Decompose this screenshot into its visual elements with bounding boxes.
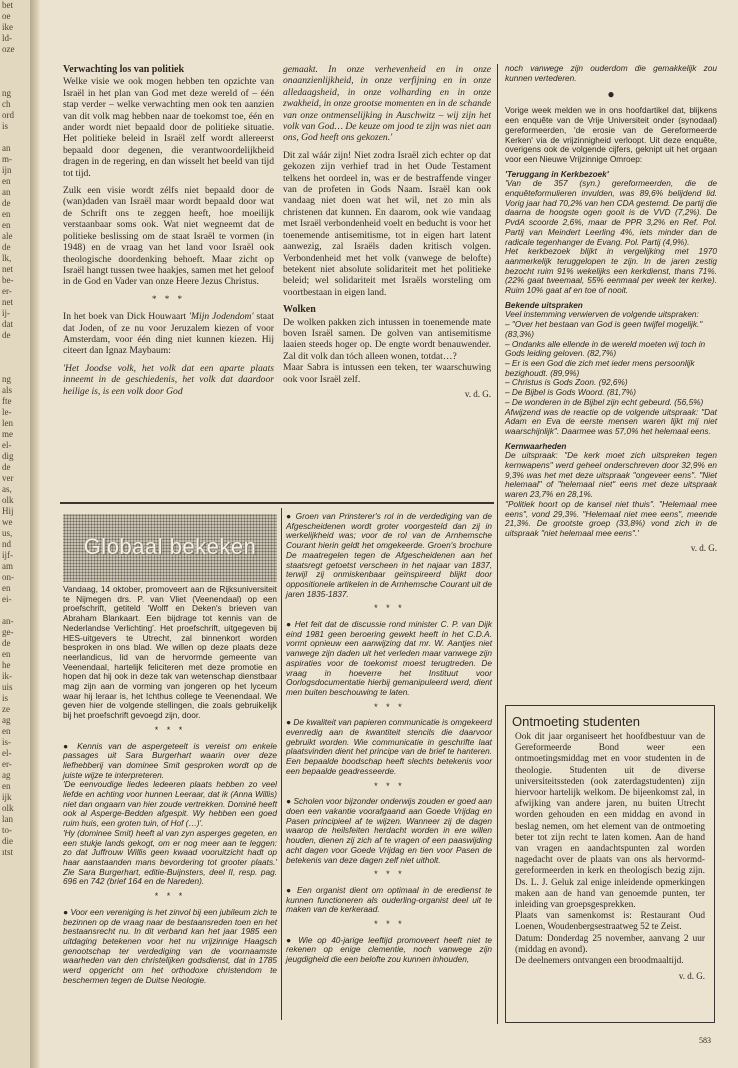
facing-page-fragment: an (2, 187, 11, 197)
stelling: ● Het feit dat de discussie rond minister C. P. van Dijk eind 1981 geen beroering gewekt heeft in het C.D.A. vormt opnieuw een aanwijzing dat mr. W. Aantjes niet vanwege zijn daden uit het verleden maar vanwege zijn aspiraties voor de toekomst moest terugtreden. De vraag in hoeverre het Instituut voor Oorlogsdocumentatie hierbij gemanipuleerd werd, dient men buiten beschouwing te laten. (286, 619, 492, 697)
paragraph: 'Van de 357 (syn.) gereformeerden, die de enquêteformulieren invulden, was 89,6% belijdend lid. Vorig jaar had 70,2% van hen CDA gestemd. De partij die daarna de hoogste ogen gooit is de VVD (7,2%). De PvdA scoorde 2,6%, maar de PPR 3,2% en Ref. Pol. Partij van Meindert Leerling 4%, iets minder dan de radicale tegenhanger de Evang. Pol. Partij (4,9%). (505, 178, 717, 247)
facing-page-fragment: is- (2, 737, 11, 747)
facing-page-fragment: ver (2, 473, 14, 483)
facing-page-fragment: ıtst (2, 847, 14, 857)
section-divider-stars: * * * (373, 603, 405, 614)
statement-item: – "Over het bestaan van God is geen twijfel mogelijk." (83,3%) (505, 319, 703, 339)
facing-page-fragment: er- (2, 286, 12, 296)
section-title-globaal: Globaal bekeken (83, 534, 257, 559)
facing-page-fragment: lan (2, 814, 13, 824)
facing-page-fragment: ijn (2, 165, 12, 175)
facing-page-fragment: olk (2, 803, 14, 813)
facing-page-fragment: be- (2, 275, 14, 285)
facing-page-fragment: fte (2, 396, 12, 406)
facing-page-fragment: ng (2, 374, 11, 384)
column-rule (497, 64, 498, 1024)
paragraph: Welke visie we ook mogen hebben ten opzichte van Israël in het plan van God met deze wereld of – één stap verder – welke verwachting men ook ten aanzien van dit volk mag hebben naar de toekomst toe, één en ander wordt niet bepaald door de politieke situatie. Het politieke beleid in Israël zelf wordt allereerst bepaald door degenen, die verantwoordelijkheid dragen in de regering, en dan wisselt het beeld van tijd tot tijd. (63, 76, 274, 179)
stelling: 'De eenvoudige liedes ledeeren plaats hebben zo veel liefde en achting voor hunnen Leeraar, dat ik (Anna Willis) niet dan ongaarn van hier zoude vertrekken. Dominé heeft ook al Asperge-Bedden afgespit. Wy hebben een goed ruim huis, een groten tuin, of Hof (…)'. (63, 779, 278, 829)
paragraph: De uitspraak: "De kerk moet zich uitspreken tegen kernwapens" werd geheel onderschreven door 32,9% en 9,3% was het met deze uitspraak "ongeveer eens". "Niet helemaal" of "helemaal niet" eens met deze uitspraak waren 23,7% en 28,1%. (505, 450, 717, 500)
quote-maybaum: 'Het Joodse volk, het volk dat een aparte plaats inneemt in de geschiedenis, het volk dat daardoor heilige is, is een volk door God (63, 362, 274, 397)
facing-page-fragment: ike (2, 22, 13, 32)
facing-page-fragment: ijf- (2, 550, 13, 560)
section-rule (60, 502, 494, 504)
column-right (505, 64, 717, 553)
announcement-box (505, 705, 715, 1023)
facing-page-fragment: lk, (2, 253, 12, 263)
facing-page-fragment: nd (2, 539, 11, 549)
facing-page-fragment: us, (2, 528, 13, 538)
facing-page-fragment (0, 341, 30, 352)
facing-page-fragment: en (2, 583, 11, 593)
facing-page-fragment: el- (2, 440, 12, 450)
paragraph: Ook dit jaar organiseert het hoofdbestuur van de Gereformeerde Bond weer een ontmoetingsmiddag met en voor studenten in de theologie. Studenten uit de diverse universiteitssteden (ook zaterdagstudenten) zijn hiervoor hartelijk welkom. De bijeenkomst zal, in afwijking van andere jaren, nu buiten Utrecht worden gehouden en een middag en avond in beslag nemen, om het element van de ontmoeting beter tot zijn recht te laten komen. Aan de hand van vragen en aandachtspunten zal worden nagedacht over de plaats van ons als hervormd-gereformeerden in kerk en theologisch bezig zijn. Ds. L. J. Geluk zal enige inleidende opmerkingen maken aan de hand van genoemde punten, ter inleiding van groepsgesprekken. (515, 732, 705, 911)
facing-page-fragment: de (2, 638, 11, 648)
signature: v. d. G. (690, 542, 717, 553)
facing-page-fragment: ch (2, 99, 11, 109)
facing-page-fragment: en (2, 220, 11, 230)
heading-teruggang: 'Teruggang in Kerkbezoek' (505, 169, 609, 179)
facing-page-fragment: on- (2, 572, 14, 582)
facing-page-fragment: bet (2, 0, 13, 10)
section-divider-stars: * * * (152, 293, 185, 304)
box-title: Ontmoeting studenten (512, 714, 640, 729)
column-globaal-right (286, 512, 492, 970)
facing-page-fragment: le- (2, 407, 12, 417)
facing-page-fragment: als (2, 385, 12, 395)
facing-page-fragment: de (2, 330, 11, 340)
heading-wolken: Wolken (283, 304, 316, 316)
paragraph: Vorige week melden we in ons hoofdartikel dat, blijkens een enquête van de Vrije Universiteit onder (synodaal) gereformeerden, 'de erosie van de Gereformeerde Kerken' via de vrijzinnigheid verloopt. Uit deze enquête, overigens ook de volgende cijfers, geknipt uit het orgaan voor een Nieuwe Vrijzinnige Omroep: (505, 105, 717, 164)
facing-page-fragment: oe (2, 11, 11, 21)
page-spine-shadow (30, 0, 40, 1068)
signature: v. d. G. (464, 388, 491, 399)
stelling: ● Voor een vereniging is het zinvol bij een jubileum zich te bezinnen op de vraag naar de bestaansreden toen en het bestaansrecht nu. In dit verband kan het jaar 1985 een uitdaging betekenen voor het nu vrijzinnige Haagsch genootschap ter verdediging van de voornaamste waarheden van den christelijken godsdienst, dat in 1785 werd opgericht om het orthodoxe christendom te beschermen tegen de Duitse Neologie. (63, 906, 277, 985)
facing-page-fragment: el- (2, 748, 12, 758)
stelling: ● De kwaliteit van papieren communicatie is omgekeerd evenredig aan de kwantiteit stencils die daarvoor gebruikt worden. Wie communicatie in geschrifte laat plaatsvinden dient het principe van de brief te hanteren. Een bepaalde boodschap heeft slechts betekenis voor een bepaalde geadresseerde. (286, 717, 492, 776)
heading-kernwaarheden: Kernwaarheden (505, 441, 567, 451)
column-top-middle (283, 64, 491, 400)
paragraph: Datum: Donderdag 25 november, aanvang 2 uur (middag en avond). (515, 933, 705, 955)
facing-page-fragment: oze (2, 44, 15, 54)
facing-page-fragment: dig (2, 451, 14, 461)
statement-item: – Er is een God die zich met ieder mens persoonlijk bezighoudt. (89,9%) (505, 357, 695, 378)
column-globaal-left (63, 585, 277, 990)
facing-page-fragment: ze (2, 704, 10, 714)
facing-page-fragment: de (2, 198, 11, 208)
facing-page-fragment: as, (2, 484, 12, 494)
paragraph: noch vanwege zijn ouderdom die gemakkelijk zou kunnen vertederen. (505, 63, 717, 83)
facing-page-fragment (0, 605, 30, 616)
facing-page-fragment: de (2, 462, 11, 472)
facing-page-fragment: en (2, 209, 11, 219)
facing-page-fragment (0, 77, 30, 88)
section-divider-stars: * * * (373, 780, 405, 791)
statement-item: – Christus is Gods Zoon. (92,6%) (505, 377, 628, 388)
paragraph: Veel instemming verwierven de volgende uitspraken: (505, 309, 699, 320)
section-divider-stars: * * * (154, 891, 186, 902)
facing-page-fragment: ik- (2, 671, 12, 681)
facing-page-fragment: en (2, 176, 11, 186)
facing-page-fragment (0, 352, 30, 363)
facing-page-fragment: ng (2, 88, 11, 98)
facing-page-fragment: net (2, 264, 13, 274)
heading-bekende-uitspraken: Bekende uitspraken (505, 300, 583, 310)
section-divider-stars: * * * (373, 919, 405, 930)
paragraph: Plaats van samenkomst is: Restaurant Oud Loenen, Woudenbergsestraatweg 52 te Zeist. (515, 911, 705, 933)
facing-page-fragment: ale (2, 231, 13, 241)
facing-page-fragment: dat (2, 319, 13, 329)
stelling: ● Een organist dient om optimaal in de eredienst te kunnen functioneren als ouderling-organist deel uit te maken van de kerkeraad. (286, 884, 492, 915)
facing-page-fragment: me (2, 429, 13, 439)
paragraph: Afwijzend was de reactie op de volgende uitspraak: "Dat Adam en Eva de eerste mensen waren lijkt mij niet waarschijnlijk". Daarmee was 57,0% het helemaal eens. (505, 406, 717, 436)
facing-page-fragment: Hij (2, 506, 14, 516)
paragraph: Zulk een visie wordt zélfs niet bepaald door de (wan)daden van Israël maar wordt bepaald door wat de Schrift ons te zeggen heeft, hoe moeilijk verstaanbaar soms ook. Wat niet wegneemt dat de politieke beslissing om de staat Israël te vormen (in 1948) en de vraag van het land voor Israël ook theologische doordenking behoeft. Maar zicht op Israël hangt tussen twee haakjes, samen met het geloof in de God en Vader van onze Heere Jezus Christus. (63, 185, 274, 288)
stelling: 'Hy (dominee Smit) heeft al van zyn asperges gegeten, en een stukje lands gekogt, om er nog meer aan te leggen: zo dat Juffrouw Willis geen kwaad vooruitzicht hadt op haar aanstaanden mans bevordering tot grooter plaats.' Zie Sara Burgerhart, editie-Buijnsters, deel II, resp. pag. 696 en 742 (brief 164 en de Nareden). (63, 827, 277, 887)
facing-page-fragment: olk (2, 495, 14, 505)
facing-page-fragment: is (2, 693, 9, 703)
facing-page-fragment: am (2, 561, 13, 571)
paragraph: De wolken pakken zich intussen in toenemende mate boven Israël samen. De golven van antisemitisme laaien steeds hoger op. De engte wordt benauwender. Zal dit volk dan tóch alleen wonen, totdat…? (283, 316, 491, 362)
statements-list (505, 320, 717, 407)
facing-page-fragment: die (2, 836, 13, 846)
paragraph: Vandaag, 14 oktober, promoveert aan de Rijksuniversiteit te Nijmegen drs. P. van Vliet (Veenendaal) op een proefschrift, getiteld 'Wolff en Deken's brieven van Abraham Blankaart. Een bijdrage tot kennis van de Nederlandse Verlichting'. Het proefschrift, uitgegeven bij HES-uitgevers te Utrecht, zal binnenkort worden besproken in ons blad. We willen op deze plaats deze neerlandicus, lid van de hervormde gemeente van Veenendaal, hartelijk feliciteren met deze promotie en hopen dat hij ook in deze tak van wetenschap dienstbaar mag zijn aan de vorming van jongeren op het lyceum waar hij leraar is, het Ichthus college te Veenendaal. We geven hier de volgende stellingen, die zoals gebruikelijk bij het proefschrift gevoegd zijn, door. (63, 584, 277, 721)
stelling: ● Scholen voor bijzonder onderwijs zouden er goed aan doen een vakantie voorafgaand aan Goede Vrijdag en Pasen principieel af te wijzen. Wanneer zij de dagen waarop de heilsfeiten herdacht worden in ere willen houden, dienen zij zich af te vragen of een paaswijding acht dagen voor Goede Vrijdag en tien voor Pasen de betekenis van deze dagen zelf niet uitholt. (286, 796, 492, 865)
facing-page-fragment: net (2, 297, 13, 307)
facing-page-fragment: uis (2, 682, 13, 692)
facing-page-fragment: ei- (2, 594, 12, 604)
facing-page-fragment: ld- (2, 33, 12, 43)
facing-page-fragment: er- (2, 759, 12, 769)
facing-page-fragment: de (2, 242, 11, 252)
column-rule (281, 508, 282, 1020)
facing-page-fragment: he (2, 660, 11, 670)
facing-page-fragment: ij- (2, 308, 10, 318)
facing-page-fragment (0, 55, 30, 66)
facing-page-fragment: we (2, 517, 13, 527)
statement-item: – De wonderen in de Bijbel zijn echt gebeurd. (56,5%) (505, 396, 704, 407)
facing-page-fragment: en (2, 649, 11, 659)
facing-page-fragment: ge- (2, 627, 14, 637)
paragraph: In het boek van Dick Houwaart 'Mijn Jodendom' staat dat Joden, of ze nu voor Jeruzalem kiezen of voor Amsterdam, voor één ding niet kunnen kiezen. Hij citeert dan Ignaz Maybaum: (63, 311, 274, 357)
stelling: ● Groen van Prinsterer's rol in de verdediging van de Afgescheidenen wordt groter voorgesteld dan zij in werkelijkheid was; voor de rol van de Arnhemsche Courant hierin geldt het omgekeerde. Groen's brochure De maatregelen tegen de Afgescheidenen aan het staatsregt getoetst verscheen in het najaar van 1837, terwijl zij onmiskenbaar geïnspireerd blijkt door oppositionele artikelen in de Arnhemsche Courant uit de jaren 1835-1837. (286, 511, 492, 599)
facing-page-fragment (0, 132, 30, 143)
stelling: ● Kennis van de aspergeteelt is vereist om enkele passages uit Sara Burgerhart waarin over deze liefhebberij van dominee Smit gesproken wordt op de juiste wijze te interpreteren. (63, 740, 277, 780)
facing-page-fragment: ag (2, 770, 11, 780)
facing-page-fragment: an (2, 143, 11, 153)
section-divider-stars: * * * (373, 869, 405, 880)
paragraph: Het kerkbezoek blijkt in vergelijking met 1970 aanmerkelijk teruggelopen te zijn. In de jaren zestig bezocht ruim 91% wekelijks een kerkdienst, thans 71%. (22% gaat tweemaal, 55% eenmaal per week ter kerke). Ruim 10% gaat af en toe of nooit. (505, 246, 717, 296)
heading-verwachting: Verwachting los van politiek (63, 64, 185, 75)
facing-page-fragment: en (2, 781, 11, 791)
signature: v. d. G. (678, 971, 705, 982)
statement-item: – Ondanks alle ellende in de wereld moeten wij toch in Gods leiding geloven. (82,7%) (505, 338, 706, 359)
page-number: 583 (699, 1036, 711, 1045)
facing-page-fragment: is (2, 121, 9, 131)
section-divider-stars: * * * (373, 701, 405, 712)
facing-page-fragment (0, 363, 30, 374)
book-title: 'Mijn Jodendom' (188, 311, 254, 323)
facing-page-fragment: ord (2, 110, 14, 120)
bullet-divider: ● (607, 87, 615, 102)
facing-page-fragment (0, 66, 30, 77)
statement-item: – De Bijbel is Gods Woord. (81,7%) (505, 387, 636, 398)
section-divider-stars: * * * (154, 724, 186, 735)
facing-page-edge (0, 0, 30, 1068)
facing-page-fragment: m- (2, 154, 12, 164)
facing-page-fragment: an- (2, 616, 14, 626)
quote-continued: gemaakt. In onze verhevenheid en in onze onaanzienlijkheid, in onze verfijning en in onze alledaagsheid, in onze volharding en in onze zwakheid, in onze grootse momenten en in de schande van onze ontmenselijking in Auschwitz – wij zijn het volk van God… De keuze om jood te zijn was niet aan ons, God heeft ons gekozen.' (283, 64, 491, 144)
paragraph: Maar Sabra is intussen een teken, ter waarschuwing ook voor Israël zelf. (283, 362, 491, 385)
facing-page-fragment: to- (2, 825, 12, 835)
paragraph: "Politiek hoort op de kansel niet thuis". "Helemaal mee eens", vond 29,3%. "Helemaal niet mee eens", meende 21,3%. De grootste groep (33,8%) vond zich in de uitspraak "niet helemaal mee eens".' (505, 498, 717, 538)
facing-page-fragment: len (2, 418, 13, 428)
facing-page-fragment: ijk (2, 792, 12, 802)
paragraph: Dit zal wáár zijn! Niet zodra Israël zich echter op dat gekozen zijn verhief trad in het Oude Testament telkens het oordeel in, was er de bestraffende vinger van de profeten in Gods Naam. Israël kan ook vandaag niet doen wat het wil, net zo min als christenen dat kunnen. En daarom, ook wie vandaag met Israël verbondenheid voelt en beducht is voor het toenemende antisemitisme, tot in eigen hart latent aanwezig, zal Israëls daden kritisch volgen. Verbondenheid met het volk (vanwege de belofte) betekent niet absolute solidariteit met het politieke beleid; wel solidariteit met Israëls worsteling om voortbestaan in eigen land. (283, 149, 491, 298)
facing-page-fragment: ag (2, 715, 11, 725)
paragraph: De deelnemers ontvangen een broodmaaltijd. (515, 956, 684, 967)
column-top-left (63, 64, 274, 403)
box-body (506, 732, 714, 982)
stelling: ● Wie op 40-jarige leeftijd promoveert heeft niet te rekenen op enige clementie, noch vanwege zijn jeugdigheid die een belofte zou kunnen inhouden, (286, 934, 492, 965)
facing-page-fragment: en (2, 726, 11, 736)
